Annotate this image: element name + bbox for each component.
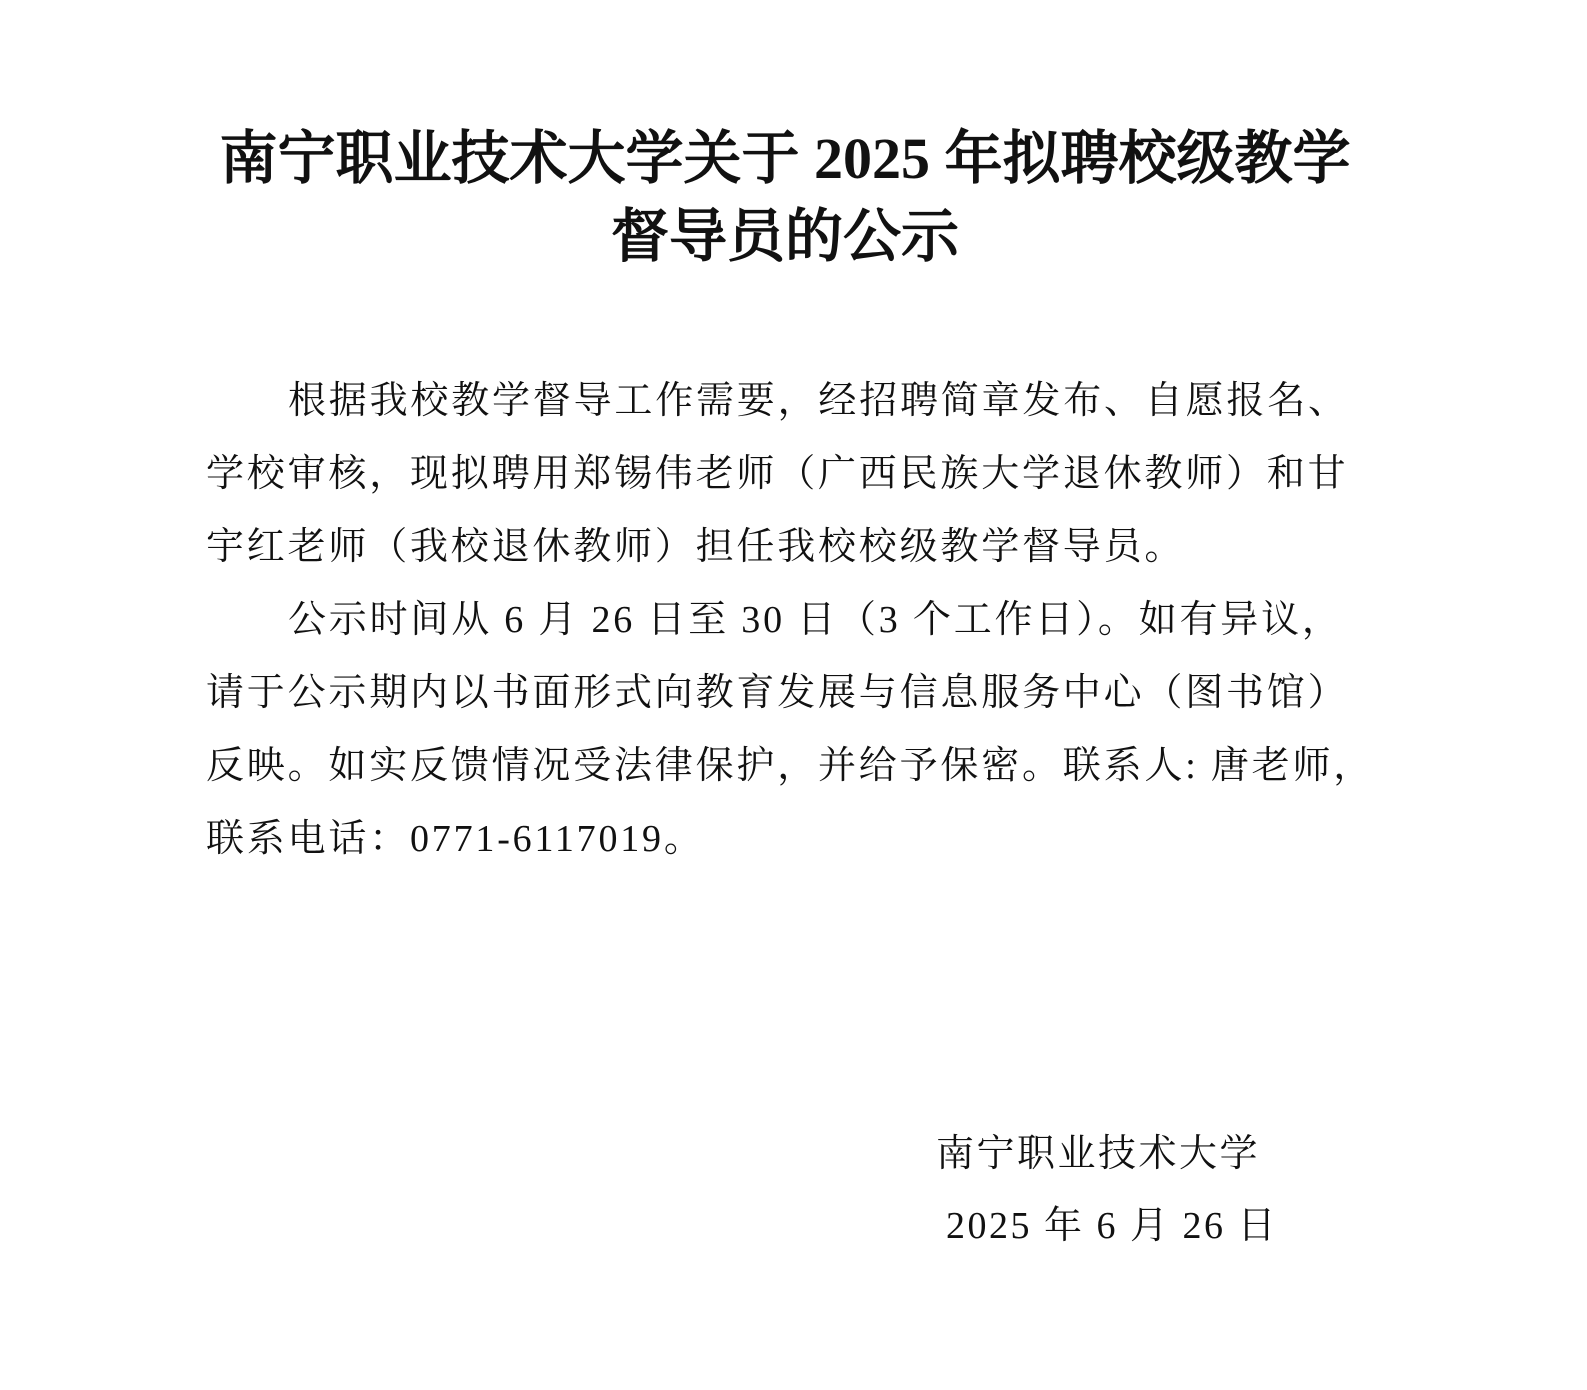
paragraph-publicity-period <box>206 584 1375 876</box>
title-line-1: 南宁职业技术大学关于 2025 年拟聘校级教学 <box>219 126 1351 191</box>
document-body <box>206 365 1375 876</box>
paragraph-line: 根据我校教学督导工作需要，经招聘简章发布、自愿报名、 <box>288 380 1349 422</box>
paragraph-line: 学校审核，现拟聘用郑锡伟老师（广西民族大学退休教师）和甘 <box>206 453 1349 495</box>
signature-organization: 南宁职业技术大学 <box>936 1133 1261 1175</box>
paragraph-line: 反映。如实反馈情况受法律保护，并给予保密。联系人: 唐老师， <box>206 745 1375 787</box>
paragraph-line: 宇红老师（我校退休教师）担任我校校级教学督导员。 <box>206 526 1186 568</box>
signature-date: 2025 年 6 月 26 日 <box>946 1205 1279 1247</box>
document-title <box>206 120 1364 276</box>
paragraph-line: 公示时间从 6 月 26 日至 30 日（3 个工作日）。如有异议， <box>288 599 1343 641</box>
paragraph-announcement <box>206 365 1366 584</box>
paragraph-line: 请于公示期内以书面形式向教育发展与信息服务中心（图书馆） <box>206 672 1349 714</box>
title-line-2: 督导员的公示 <box>610 204 959 269</box>
contact-phone-line: 联系电话：0771-6117019。 <box>206 818 705 860</box>
